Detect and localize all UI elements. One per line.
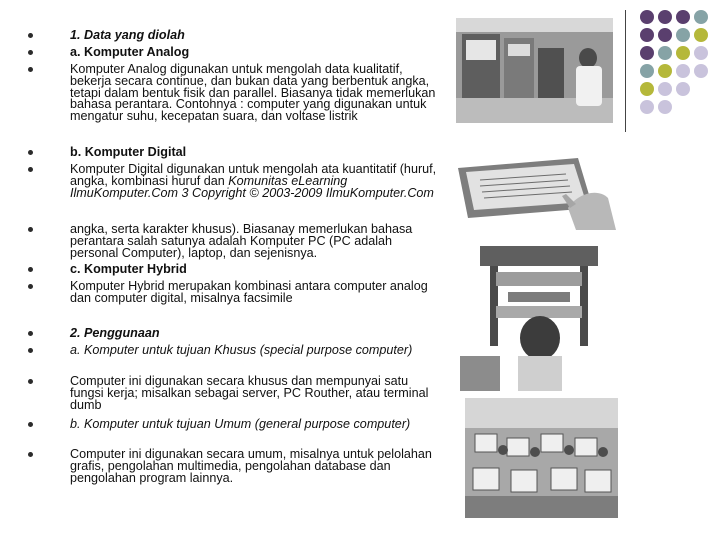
bullet-dot <box>28 452 33 457</box>
section-heading-data: 1. Data yang diolah <box>70 28 185 42</box>
deco-circle-teal <box>658 46 672 60</box>
bullet-dot <box>28 379 33 384</box>
bullet-dot <box>28 348 33 353</box>
bullet-dot <box>28 67 33 72</box>
hybrid-computer-photo <box>460 238 618 391</box>
deco-circle-lavender <box>676 64 690 78</box>
computer-classroom-photo <box>465 398 618 518</box>
deco-circle-purple <box>640 28 654 42</box>
analog-computer-lab-photo <box>456 18 613 123</box>
deco-circle-purple <box>640 46 654 60</box>
classroom-illustration <box>465 398 618 518</box>
paragraph-analog: Komputer Analog digunakan untuk mengolah data kualitatif, bekerja secara continue, dan bukan data yang berbentuk angka, tetapi dalam bentuk fisik dan parallel. Biasanya tidak memerlukan bahasa perantara. Contohnya : computer yang digunakan untuk mengatur suhu, kecepatan suara, dan voltase listrik <box>70 62 436 124</box>
deco-circle-purple <box>640 10 654 24</box>
deco-circle-lavender <box>640 100 654 114</box>
digital-terminal-photo <box>458 138 618 233</box>
lab-equipment-illustration <box>456 18 613 123</box>
paragraph-digital: Komputer Digital digunakan untuk mengolah ata kuantitatif (huruf, angka, kombinasi huruf dan Komunitas eLearning IlmuKomputer.Com 3 Copyright © 2003-2009 IlmuKomputer.Com <box>70 162 437 200</box>
bullet-dot <box>28 150 33 155</box>
hybrid-hardware-illustration <box>460 238 618 391</box>
deco-circle-lavender <box>658 82 672 96</box>
paragraph-digital-cont: angka, serta karakter khusus). Biasanay memerlukan bahasa perantara salah satunya adalah Komputer PC (PC adalah personal Computer), laptop, dan sejenisnya. <box>70 222 413 260</box>
bullet-dot <box>28 267 33 272</box>
deco-circle-teal <box>694 10 708 24</box>
bullet-dot <box>28 284 33 289</box>
divider-line <box>625 10 626 132</box>
deco-circle-purple <box>658 28 672 42</box>
deco-circle-olive <box>658 64 672 78</box>
subheading-digital: b. Komputer Digital <box>70 145 187 159</box>
deco-circle-lavender <box>694 46 708 60</box>
bullet-dot <box>28 167 33 172</box>
section-heading-penggunaan: 2. Penggunaan <box>70 326 160 340</box>
paragraph-special-purpose: Computer ini digunakan secara khusus dan mempunyai satu fungsi kerja; misalkan sebagai server, PC Routher, atau terminal dumb <box>70 374 429 412</box>
deco-circle-purple <box>658 10 672 24</box>
paragraph-hybrid: Komputer Hybrid merupakan kombinasi antara computer analog dan computer digital, misalnya facsimile <box>70 279 428 305</box>
deco-circle-lavender <box>694 64 708 78</box>
bullet-dot <box>28 50 33 55</box>
subheading-analog: a. Komputer Analog <box>70 45 190 59</box>
subheading-hybrid: c. Komputer Hybrid <box>70 262 187 276</box>
subheading-special-purpose: a. Komputer untuk tujuan Khusus (special purpose computer) <box>70 343 413 357</box>
bullet-dot <box>28 33 33 38</box>
paragraph-general-purpose: Computer ini digunakan secara umum, misalnya untuk pelolahan grafis, pengolahan multimedia, pengolahan database dan pengolahan program lainnya. <box>70 447 432 485</box>
deco-circle-lavender <box>676 82 690 96</box>
deco-circle-olive <box>640 82 654 96</box>
subheading-general-purpose: b. Komputer untuk tujuan Umum (general purpose computer) <box>70 417 411 431</box>
copyright-note: Komunitas eLearning IlmuKomputer.Com 3 Copyright © 2003-2009 IlmuKomputer.Com <box>70 173 434 200</box>
deco-circle-teal <box>640 64 654 78</box>
terminal-illustration <box>458 138 618 233</box>
bullet-dot <box>28 331 33 336</box>
deco-circle-lavender <box>658 100 672 114</box>
bullet-dot <box>28 227 33 232</box>
deco-circle-olive <box>676 46 690 60</box>
deco-circle-purple <box>676 10 690 24</box>
deco-circle-olive <box>694 28 708 42</box>
deco-circle-teal <box>676 28 690 42</box>
bullet-dot <box>28 422 33 427</box>
